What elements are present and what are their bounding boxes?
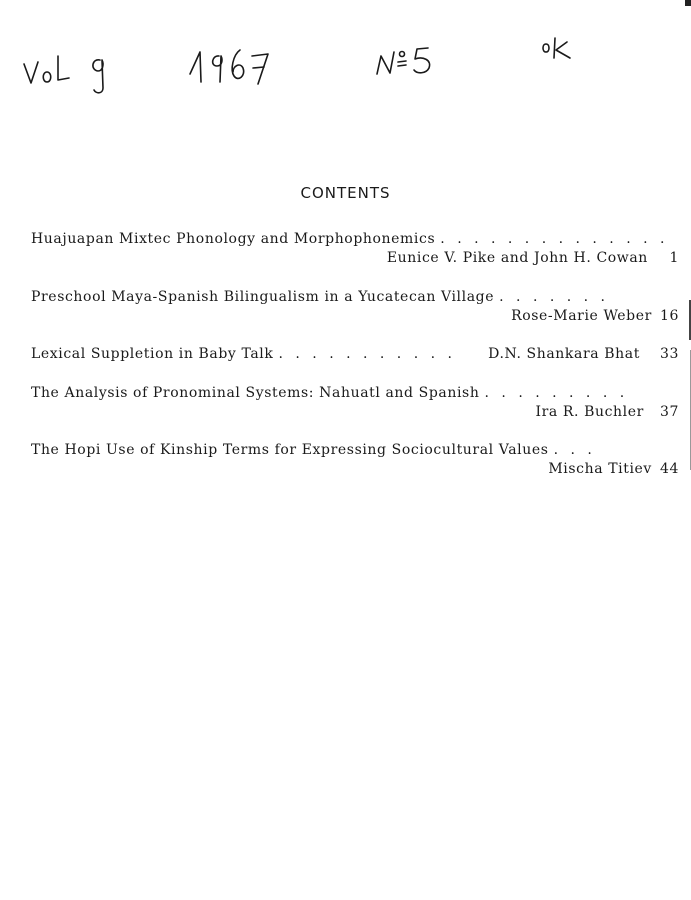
entry-author-text: Eunice V. Pike and John H. Cowan (386, 250, 648, 266)
handwritten-ok (543, 38, 570, 58)
toc-entry-author (548, 461, 679, 477)
entry-author-text: Mischa Titiev (548, 461, 652, 477)
entry-title-text: Lexical Suppletion in Baby Talk (31, 346, 274, 362)
handwritten-year (190, 50, 268, 84)
entry-page-number: 1 (669, 250, 679, 266)
contents-heading: CONTENTS (300, 184, 391, 202)
toc-entry-author (511, 308, 679, 324)
leader-dots: . . . . . . . . . . . (278, 346, 456, 362)
entry-title-text: Huajuapan Mixtec Phonology and Morphophonemics (31, 231, 436, 247)
leader-dots: . . . (553, 442, 596, 458)
toc-entry-title (31, 346, 456, 362)
entry-title-text: The Analysis of Pronominal Systems: Nahuatl and Spanish (31, 385, 480, 401)
entry-page-number: 33 (659, 346, 679, 362)
toc-entry-title (31, 289, 609, 305)
toc-entry-title (31, 231, 668, 247)
entry-title-text: Preschool Maya-Spanish Bilingualism in a Yucatecan Village (31, 289, 495, 305)
toc-entry-author (535, 404, 679, 420)
entry-page-number: 37 (659, 404, 679, 420)
entry-author-text: D.N. Shankara Bhat (488, 346, 640, 362)
entry-page-number: 44 (659, 461, 679, 477)
leader-dots: . . . . . . . . . (484, 385, 629, 401)
handwritten-volume (24, 56, 103, 93)
handwritten-annotations (0, 0, 691, 110)
toc-entry-author (488, 346, 679, 362)
toc-entry-title (31, 385, 628, 401)
handwritten-number (377, 48, 430, 74)
toc-entry-title (31, 442, 596, 458)
leader-dots: . . . . . . . (499, 289, 610, 305)
leader-dots: . . . . . . . . . . . . . . (440, 231, 669, 247)
entry-author-text: Ira R. Buchler (535, 404, 644, 420)
entry-page-number: 16 (659, 308, 679, 324)
entry-title-text: The Hopi Use of Kinship Terms for Expressing Sociocultural Values (31, 442, 549, 458)
toc-entry-author (387, 250, 679, 266)
entry-author-text: Rose-Marie Weber (511, 308, 652, 324)
